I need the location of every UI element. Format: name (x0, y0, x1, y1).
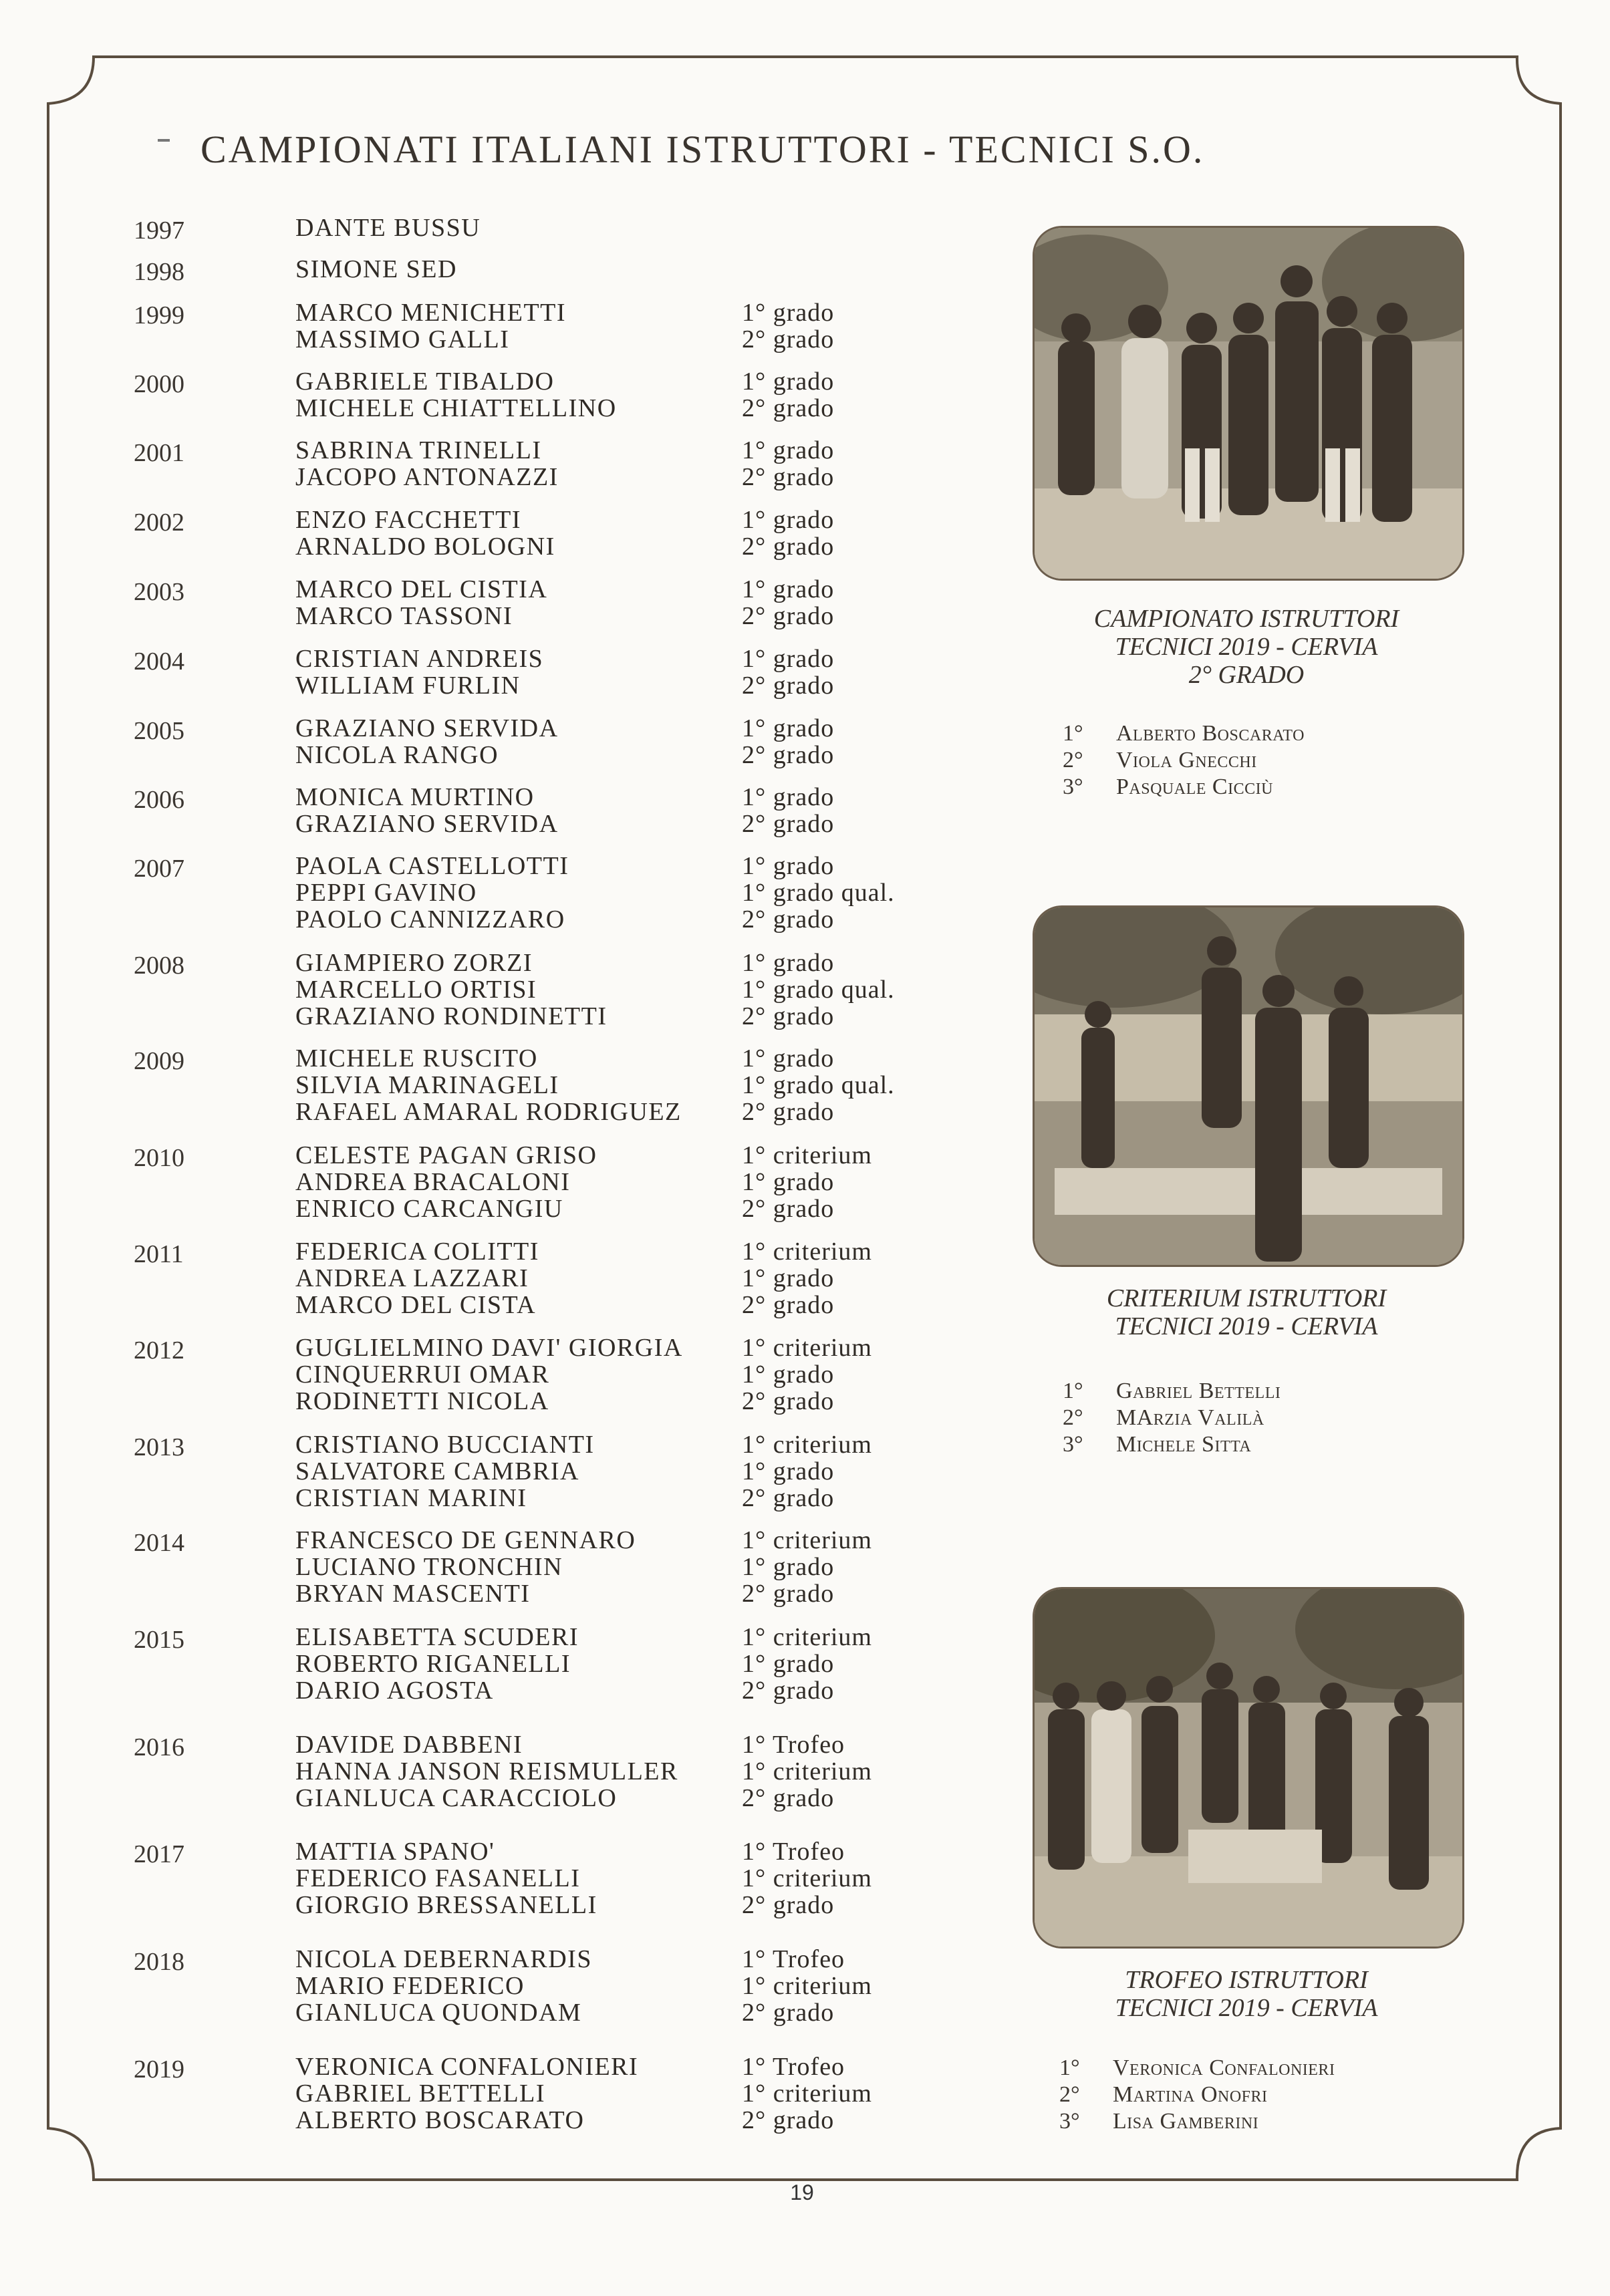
year-label: 2004 (134, 648, 184, 676)
podium-position: 2° (1063, 748, 1083, 772)
winner-name: GIORGIO BRESSANELLI (295, 1891, 597, 1919)
winner-name: GIAMPIERO ZORZI (295, 949, 533, 977)
winner-names (295, 214, 481, 241)
podium-position: 1° (1063, 721, 1083, 746)
year-label: 2003 (134, 578, 184, 606)
winner-names (295, 576, 547, 629)
winner-names (295, 368, 617, 422)
caption-campionato (1033, 605, 1460, 689)
winner-grade: 2° grado (742, 1291, 835, 1319)
year-label: 2015 (134, 1626, 184, 1654)
winner-grade: 1° criterium (742, 1334, 872, 1362)
year-label: 2013 (134, 1433, 184, 1461)
winner-name: HANNA JANSON REISMULLER (295, 1757, 678, 1785)
winner-name: PAOLO CANNIZZARO (295, 905, 565, 934)
year-label: 1997 (134, 217, 184, 245)
winner-names (295, 256, 457, 283)
winner-grades (742, 784, 834, 837)
winner-name: ENRICO CARCANGIU (295, 1195, 563, 1223)
caption-criterium (1033, 1284, 1460, 1340)
year-label: 2014 (134, 1529, 184, 1557)
podium-position: 3° (1063, 774, 1083, 799)
podium-name: MArzia Valilà (1116, 1405, 1264, 1430)
winner-name: NICOLA DEBERNARDIS (295, 1945, 592, 1973)
winner-grades (742, 368, 834, 422)
winner-name: CRISTIAN ANDREIS (295, 645, 544, 673)
winner-names (295, 1238, 539, 1318)
winner-grade: 2° grado (742, 905, 835, 934)
winner-grade: 1° grado (742, 852, 835, 880)
year-label: 2000 (134, 370, 184, 398)
year-label: 2012 (134, 1336, 184, 1365)
winner-name: LUCIANO TRONCHIN (295, 1553, 563, 1581)
winner-grade: 1° grado (742, 1553, 835, 1581)
winner-grade: 1° grado (742, 299, 835, 327)
winner-grade: 1° Trofeo (742, 1731, 845, 1759)
winner-name: DARIO AGOSTA (295, 1677, 494, 1705)
winner-names (295, 1334, 683, 1415)
winner-grade: 1° grado (742, 645, 835, 673)
winner-grade: 2° grado (742, 1484, 835, 1512)
year-label: 2010 (134, 1144, 184, 1172)
photo-campionato-podium (1033, 226, 1464, 581)
winner-grade: 2° grado (742, 810, 835, 838)
winner-name: SILVIA MARINAGELI (295, 1071, 559, 1099)
winner-name: ANDREA LAZZARI (295, 1264, 529, 1292)
winner-names (295, 2053, 638, 2134)
winner-grade: 2° grado (742, 1387, 835, 1415)
winner-names (295, 1527, 636, 1607)
winner-names (295, 1838, 597, 1918)
winner-grade: 2° grado (742, 1002, 835, 1030)
podium-name: Gabriel Bettelli (1116, 1379, 1281, 1403)
winner-grade: 2° grado (742, 1580, 835, 1608)
winner-name: CELESTE PAGAN GRISO (295, 1141, 597, 1169)
winner-name: GIANLUCA QUONDAM (295, 1999, 582, 2027)
winner-grade: 1° grado qual. (742, 976, 895, 1004)
year-label: 1999 (134, 301, 184, 329)
year-label: 2019 (134, 2055, 184, 2084)
caption-trofeo (1033, 1966, 1460, 2022)
winner-names (295, 950, 607, 1030)
winner-grade: 1° grado (742, 436, 835, 464)
winner-name: GRAZIANO SERVIDA (295, 810, 559, 838)
winner-grades (742, 1624, 872, 1704)
winner-names (295, 645, 543, 699)
winner-grade: 1° grado (742, 1457, 835, 1485)
winner-name: PEPPI GAVINO (295, 879, 477, 907)
page-number: 19 (790, 2180, 814, 2204)
podium-trofeo (1059, 2055, 1335, 2135)
winner-name: MONICA MURTINO (295, 783, 535, 811)
winner-name: NICOLA RANGO (295, 741, 499, 769)
winner-grade: 1° grado qual. (742, 1071, 895, 1099)
caption-line: 2° GRADO (1188, 661, 1305, 689)
winner-grade: 1° Trofeo (742, 1838, 845, 1866)
winner-grades (742, 507, 834, 560)
winner-grade: 1° grado qual. (742, 879, 895, 907)
winner-name: DAVIDE DABBENI (295, 1731, 523, 1759)
winner-grade: 1° criterium (742, 1526, 872, 1554)
photo-criterium-podium (1033, 905, 1464, 1267)
winner-grade: 2° grado (742, 1891, 835, 1919)
winner-name: FRANCESCO DE GENNARO (295, 1526, 636, 1554)
podium-name: Lisa Gamberini (1113, 2109, 1259, 2134)
winner-name: MARIO FEDERICO (295, 1972, 525, 2000)
winner-name: ELISABETTA SCUDERI (295, 1623, 579, 1651)
winner-grade: 1° criterium (742, 1623, 872, 1651)
winner-names (295, 299, 566, 353)
winner-names (295, 1946, 592, 2026)
winner-grade: 1° grado (742, 1650, 835, 1678)
winner-name: ALBERTO BOSCARATO (295, 2106, 585, 2134)
winner-grade: 1° grado (742, 1168, 835, 1196)
winner-grades (742, 437, 834, 490)
winner-name: CRISTIAN MARINI (295, 1484, 527, 1512)
caption-line: CRITERIUM ISTRUTTORI (1106, 1284, 1387, 1312)
year-label: 2001 (134, 439, 184, 467)
winner-name: MARCO MENICHETTI (295, 299, 567, 327)
winner-name: DANTE BUSSU (295, 214, 481, 242)
caption-line: CAMPIONATO ISTRUTTORI (1093, 605, 1399, 633)
winner-name: MARCELLO ORTISI (295, 976, 537, 1004)
winner-names (295, 853, 569, 933)
winner-name: ROBERTO RIGANELLI (295, 1650, 571, 1678)
winner-name: GUGLIELMINO DAVI' GIORGIA (295, 1334, 683, 1362)
caption-line: TECNICI 2019 - CERVIA (1115, 1994, 1378, 2022)
winner-grade: 1° grado (742, 949, 835, 977)
winner-grade: 2° grado (742, 463, 835, 491)
winner-grade: 1° grado (742, 506, 835, 534)
winner-grade: 1° criterium (742, 2079, 872, 2108)
winner-grade: 2° grado (742, 325, 835, 353)
year-label: 2011 (134, 1240, 184, 1268)
winner-grade: 1° grado (742, 575, 835, 603)
winner-grade: 2° grado (742, 1677, 835, 1705)
winner-names (295, 1731, 678, 1812)
winner-grade: 1° criterium (742, 1757, 872, 1785)
winner-names (295, 1045, 682, 1125)
winner-grade: 1° grado (742, 1360, 835, 1389)
winner-names (295, 784, 559, 837)
winner-grades (742, 1527, 872, 1607)
winner-name: RAFAEL AMARAL RODRIGUEZ (295, 1098, 682, 1126)
winner-name: FEDERICO FASANELLI (295, 1864, 581, 1892)
podium-name: Viola Gnecchi (1116, 748, 1257, 772)
winner-grade: 2° grado (742, 1098, 835, 1126)
winner-grade: 1° grado (742, 1264, 835, 1292)
winner-name: MICHELE CHIATTELLINO (295, 394, 617, 422)
printer-mark (158, 139, 170, 142)
caption-line: TECNICI 2019 - CERVIA (1115, 1312, 1378, 1340)
winner-name: RODINETTI NICOLA (295, 1387, 549, 1415)
winner-names (295, 437, 559, 490)
winner-grade: 1° criterium (742, 1141, 872, 1169)
year-label: 2008 (134, 952, 184, 980)
winner-grade: 1° grado (742, 368, 835, 396)
winner-name: MICHELE RUSCITO (295, 1044, 538, 1072)
winner-name: ARNALDO BOLOGNI (295, 533, 555, 561)
year-label: 2006 (134, 786, 184, 814)
winner-name: GIANLUCA CARACCIOLO (295, 1784, 618, 1812)
winner-name: CRISTIANO BUCCIANTI (295, 1431, 595, 1459)
winner-grade: 2° grado (742, 672, 835, 700)
winner-name: BRYAN MASCENTI (295, 1580, 531, 1608)
winner-grade: 1° grado (742, 714, 835, 742)
winner-grades (742, 1431, 872, 1512)
winner-grade: 2° grado (742, 394, 835, 422)
winner-name: GRAZIANO SERVIDA (295, 714, 559, 742)
podium-position: 1° (1063, 1379, 1083, 1403)
winner-grade: 2° grado (742, 1784, 835, 1812)
podium-position: 2° (1063, 1405, 1083, 1430)
winner-name: GRAZIANO RONDINETTI (295, 1002, 608, 1030)
winner-name: MATTIA SPANO' (295, 1838, 495, 1866)
winner-name: FEDERICA COLITTI (295, 1238, 539, 1266)
winner-name: PAOLA CASTELLOTTI (295, 852, 569, 880)
podium-campionato (1063, 720, 1305, 801)
winner-name: ENZO FACCHETTI (295, 506, 521, 534)
winner-grades (742, 1946, 872, 2026)
winner-grades (742, 1238, 872, 1318)
year-label: 2007 (134, 855, 184, 883)
winner-grades (742, 1142, 872, 1222)
winner-grade: 1° grado (742, 1044, 835, 1072)
page-title: CAMPIONATI ITALIANI ISTRUTTORI - TECNICI S.O. (200, 128, 1205, 171)
winner-name: MARCO TASSONI (295, 602, 513, 630)
winner-grades (742, 645, 834, 699)
year-label: 2018 (134, 1948, 184, 1976)
podium-name: Michele Sitta (1116, 1432, 1252, 1457)
podium-position: 3° (1059, 2109, 1080, 2134)
podium-name: Veronica Confalonieri (1113, 2055, 1335, 2080)
winner-name: CINQUERRUI OMAR (295, 1360, 550, 1389)
winner-name: JACOPO ANTONAZZI (295, 463, 559, 491)
winner-grade: 2° grado (742, 533, 835, 561)
podium-name: Pasquale Cicciù (1116, 774, 1273, 799)
winner-grades (742, 299, 834, 353)
photo-trofeo-podium (1033, 1587, 1464, 1949)
podium-position: 1° (1059, 2055, 1080, 2080)
winner-names (295, 1142, 597, 1222)
winner-grades (742, 1838, 872, 1918)
winner-grades (742, 1334, 872, 1415)
winner-grade: 1° criterium (742, 1864, 872, 1892)
winner-name: ANDREA BRACALONI (295, 1168, 571, 1196)
podium-position: 2° (1059, 2082, 1080, 2107)
winner-grade: 1° criterium (742, 1238, 872, 1266)
winner-name: GABRIEL BETTELLI (295, 2079, 546, 2108)
podium-name: Alberto Boscarato (1116, 721, 1305, 746)
podium-position: 3° (1063, 1432, 1083, 1457)
year-label: 1998 (134, 258, 184, 286)
winner-grades (742, 1045, 895, 1125)
winner-name: GABRIELE TIBALDO (295, 368, 555, 396)
year-label: 2005 (134, 717, 184, 745)
winner-grade: 2° grado (742, 1999, 835, 2027)
caption-line: TROFEO ISTRUTTORI (1125, 1966, 1368, 1994)
year-label: 2016 (134, 1733, 184, 1761)
winner-grades (742, 2053, 872, 2134)
year-label: 2009 (134, 1047, 184, 1075)
winner-name: SABRINA TRINELLI (295, 436, 542, 464)
winner-grade: 2° grado (742, 741, 835, 769)
winner-grades (742, 853, 895, 933)
winner-grades (742, 715, 834, 768)
winner-names (295, 1431, 595, 1512)
winner-grade: 1° criterium (742, 1972, 872, 2000)
winner-names (295, 1624, 579, 1704)
winner-name: SALVATORE CAMBRIA (295, 1457, 579, 1485)
caption-line: TECNICI 2019 - CERVIA (1115, 633, 1378, 661)
winner-grade: 2° grado (742, 2106, 835, 2134)
podium-name: Martina Onofri (1113, 2082, 1268, 2107)
winner-name: VERONICA CONFALONIERI (295, 2053, 639, 2081)
year-label: 2002 (134, 509, 184, 537)
year-label: 2017 (134, 1840, 184, 1868)
winner-grade: 1° grado (742, 783, 835, 811)
winner-name: MASSIMO GALLI (295, 325, 510, 353)
winner-name: SIMONE SED (295, 255, 457, 283)
winner-name: MARCO DEL CISTIA (295, 575, 548, 603)
winner-name: WILLIAM FURLIN (295, 672, 521, 700)
podium-criterium (1063, 1378, 1281, 1458)
winner-name: MARCO DEL CISTA (295, 1291, 537, 1319)
winner-grade: 2° grado (742, 602, 835, 630)
winner-grades (742, 950, 895, 1030)
winner-grade: 2° grado (742, 1195, 835, 1223)
winner-grade: 1° Trofeo (742, 1945, 845, 1973)
winner-grades (742, 576, 834, 629)
winner-grade: 1° Trofeo (742, 2053, 845, 2081)
winner-names (295, 507, 555, 560)
winner-names (295, 715, 559, 768)
winner-grade: 1° criterium (742, 1431, 872, 1459)
winner-grades (742, 1731, 872, 1812)
